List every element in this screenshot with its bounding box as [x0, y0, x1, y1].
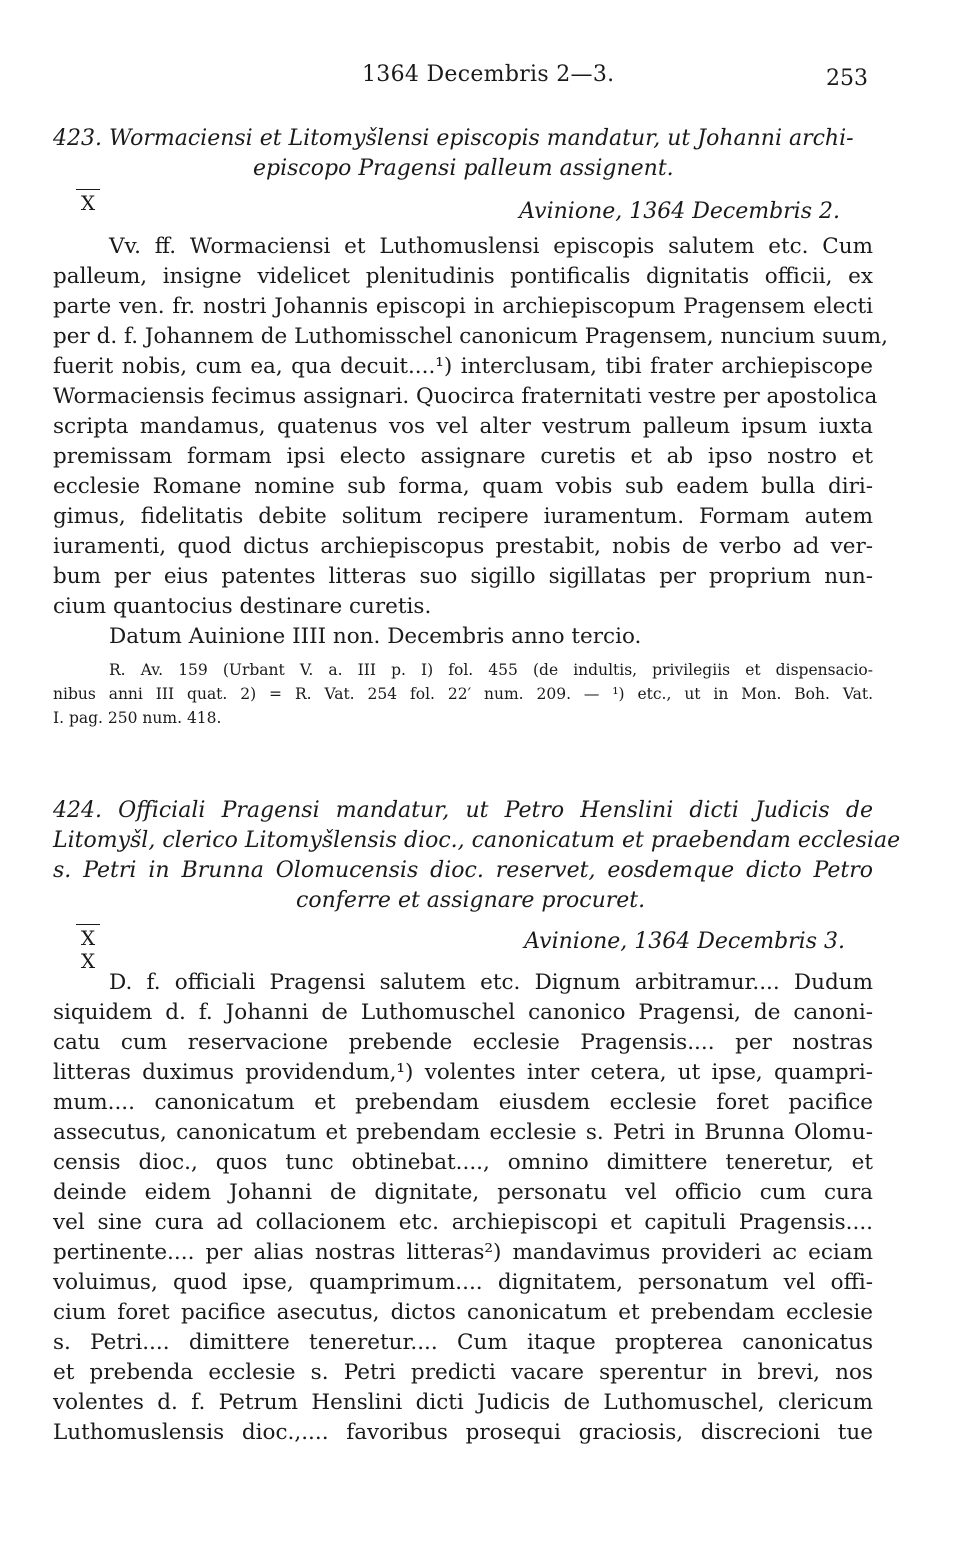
text-line: Vv. ff. Wormaciensi et Luthomuslensi episcopis salutem etc. Cum	[109, 234, 873, 259]
note-line: R. Av. 159 (Urbant V. a. III p. I) fol. 455 (de indultis, privilegiis et dispensacio-	[109, 661, 873, 679]
text-line: cium quantocius destinare curetis.	[53, 594, 432, 619]
running-title: 1364 Decembris 2—3.	[362, 62, 615, 87]
text-line: gimus, fidelitatis debite solitum recipere iuramentum. Formam autem	[53, 504, 873, 529]
text-line: catu cum reservacione prebende ecclesie Pragensis.... per nostras	[53, 1030, 873, 1055]
text-line: bum per eius patentes litteras suo sigillo sigillatas per proprium nun-	[53, 564, 873, 589]
text-line: vel sine cura ad collacionem etc. archiepiscopi et capituli Pragensis....	[53, 1210, 873, 1235]
register-mark: X	[80, 949, 96, 973]
text-line: volentes d. f. Petrum Henslini dicti Judicis de Luthomuschel, clericum	[53, 1390, 873, 1415]
heading-line: 423. Wormaciensi et Litomyšlensi episcopis mandatur, ut Johanni archi-	[53, 126, 854, 151]
text-line: parte ven. fr. nostri Johannis episcopi in archiepiscopum Pragensem electi	[53, 294, 873, 319]
heading-line: conferre et assignare procuret.	[296, 888, 646, 913]
text-line: pertinente.... per alias nostras litteras²) mandavimus provideri ac eciam	[53, 1240, 873, 1265]
doc-423-heading	[53, 124, 873, 184]
heading-line: 424. Officiali Pragensi mandatur, ut Petro Henslini dicti Judicis de	[53, 798, 873, 823]
text-line: voluimus, quod ipse, quamprimum.... dignitatem, personatum vel offi-	[53, 1270, 873, 1295]
text-line: litteras duximus providendum,¹) volentes inter cetera, ut ipse, quampri-	[53, 1060, 873, 1085]
place-date: Avinione, 1364 Decembris 2.	[519, 199, 840, 224]
register-mark: X	[76, 189, 100, 215]
heading-line: Litomyšl, clerico Litomyšlensis dioc., canonicatum et praebendam ecclesiae	[53, 828, 901, 853]
datum-line: Datum Auinione IIII non. Decembris anno tercio.	[109, 624, 642, 649]
register-mark: X	[76, 924, 100, 950]
text-line: palleum, insigne videlicet plenitudinis pontificalis dignitatis officii, ex	[53, 264, 873, 289]
text-line: deinde eidem Johanni de dignitate, personatu vel officio cum cura	[53, 1180, 873, 1205]
text-line: cium foret pacifice asecutus, dictos canonicatum et prebendam ecclesie	[53, 1300, 873, 1325]
doc-424-heading	[53, 796, 901, 916]
text-line: premissam formam ipsi electo assignare curetis et ab ipso nostro et	[53, 444, 873, 469]
heading-line: episcopo Pragensi palleum assignent.	[253, 156, 674, 181]
text-line: assecutus, canonicatum et prebendam ecclesie s. Petri in Brunna Olomu-	[53, 1120, 873, 1145]
text-line: mum.... canonicatum et prebendam eiusdem ecclesie foret pacifice	[53, 1090, 873, 1115]
text-line: scripta mandamus, quatenus vos vel alter vestrum palleum ipsum iuxta	[53, 414, 873, 439]
text-line: censis dioc., quos tunc obtinebat...., omnino dimittere teneretur, et	[53, 1150, 873, 1175]
place-date: Avinione, 1364 Decembris 3.	[524, 929, 845, 954]
text-line: per d. f. Johannem de Luthomisschel canonicum Pragensem, nuncium suum,	[53, 324, 888, 349]
text-line: fuerit nobis, cum ea, qua decuit....¹) interclusam, tibi frater archiepiscope	[53, 354, 873, 379]
text-line: ecclesie Romane nomine sub forma, quam vobis sub eadem bulla diri-	[53, 474, 873, 499]
text-line: Wormaciensis fecimus assignari. Quocirca fraternitati vestre per apostolica	[53, 384, 878, 409]
heading-line: s. Petri in Brunna Olomucensis dioc. reservet, eosdemque dicto Petro	[53, 858, 873, 883]
page-number: 253	[826, 66, 868, 91]
note-line: I. pag. 250 num. 418.	[53, 709, 222, 727]
text-line: s. Petri.... dimittere teneretur.... Cum itaque propterea canonicatus	[53, 1330, 873, 1355]
page-header	[0, 62, 960, 94]
doc-423-notes	[53, 658, 873, 730]
text-line: iuramenti, quod dictus archiepiscopus prestabit, nobis de verbo ad ver-	[53, 534, 873, 559]
doc-424-text	[53, 968, 873, 1448]
doc-423-text	[53, 232, 888, 652]
text-line: et prebenda ecclesie s. Petri predicti vacare sperentur in brevi, nos	[53, 1360, 873, 1385]
text-line: Luthomuslensis dioc.,.... favoribus prosequi graciosis, discrecioni tue	[53, 1420, 873, 1445]
text-line: D. f. officiali Pragensi salutem etc. Dignum arbitramur.... Dudum	[109, 970, 873, 995]
text-line: siquidem d. f. Johanni de Luthomuschel canonico Pragensi, de canoni-	[53, 1000, 873, 1025]
note-line: nibus anni III quat. 2) = R. Vat. 254 fol. 22′ num. 209. — ¹) etc., ut in Mon. Boh. Vat.	[53, 685, 873, 703]
